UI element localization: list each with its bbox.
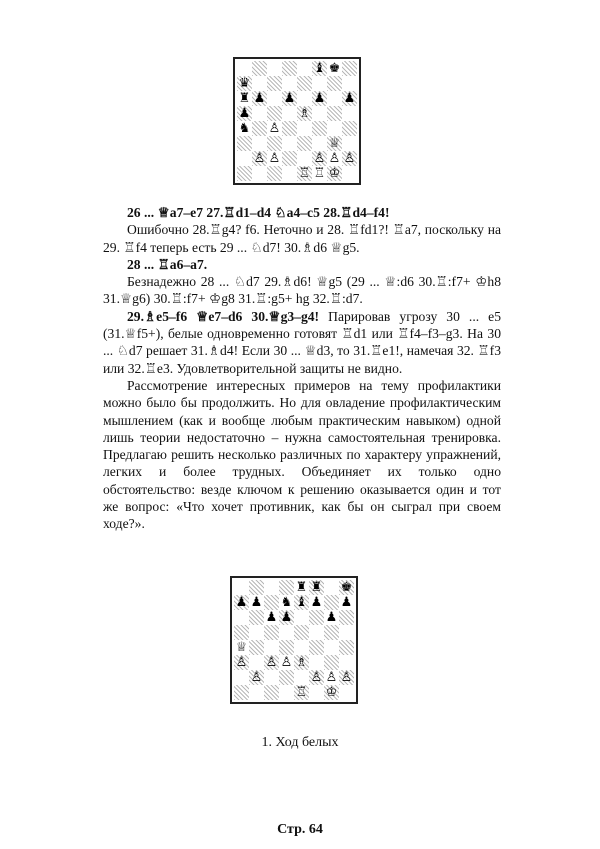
chess-piece-g2: ♙ [325,670,338,685]
chess-piece-d7: ♞ [280,595,293,610]
dark-square [282,121,297,136]
chess-piece-c2: ♙ [268,151,281,166]
chess-piece-a7: ♟ [235,595,248,610]
chess-piece-f2: ♙ [313,151,326,166]
dark-square [249,640,264,655]
chess-piece-b6: ♟ [253,91,266,106]
chess-piece-c4: ♙ [268,121,281,136]
move-line-26 [103,204,501,221]
dark-square [294,625,309,640]
commentary-text [103,204,501,533]
dark-square [264,685,279,700]
light-square [282,136,297,151]
chess-piece-h2: ♙ [340,670,353,685]
light-square [294,640,309,655]
light-square [324,640,339,655]
chess-piece-a4: ♕ [235,640,248,655]
light-square [312,136,327,151]
chess-piece-g3: ♕ [328,136,341,151]
dark-square [237,136,252,151]
chess-piece-g1: ♔ [325,685,338,700]
light-square [327,121,342,136]
dark-square [324,655,339,670]
chess-piece-a4: ♞ [238,121,251,136]
chess-piece-a5: ♟ [238,106,251,121]
dark-square [252,121,267,136]
chess-piece-e7: ♝ [295,595,308,610]
light-square [339,625,354,640]
chess-piece-h8: ♚ [340,580,353,595]
chess-piece-b2: ♙ [250,670,263,685]
light-square [342,106,357,121]
chess-piece-d3: ♙ [280,655,293,670]
light-square [309,655,324,670]
light-square [252,76,267,91]
light-square [267,61,282,76]
chess-piece-e1: ♖ [295,685,308,700]
light-square [282,76,297,91]
dark-square [279,640,294,655]
intro-paragraph: Рассмотрение интересных примеров на тему профилактики можно было бы продолжить. Но для овладение профилактическим мышлением (как и вообще любым практическим навыком) одной лишь теории недостаточно – нужна самостоятельная тренировка. Предлагаю решить несколько различных по характеру упражнений, легких и более трудных. Объединяет их только одно обстоятельство: везде ключом к решению оказывается один и тот же вопрос: «Что хочет противник, как бы он сыграл при своем ходе?». [103,377,501,532]
light-square [324,580,339,595]
move-bold: 28 ... ♖a6–a7. [127,256,208,272]
dark-square [342,61,357,76]
light-square [339,655,354,670]
dark-square [297,136,312,151]
dark-square [237,166,252,181]
light-square [234,580,249,595]
light-square [282,106,297,121]
light-square [264,580,279,595]
light-square [297,91,312,106]
light-square [294,670,309,685]
light-square [264,670,279,685]
light-square [252,136,267,151]
chess-piece-e3: ♗ [295,655,308,670]
analysis-text: Парировав угрозу 30 ... e5 (31.♕f5+), белые одновременно готовят ♖d1 или ♖f4–f3–g3. На 30 ... ♘d7 решает 31.♗d4! Если 30 ... ♕d3, то 31.♖e1!, намечая 32. ♖f3 или 32.♖e3. Удовлетворительной защиты не видно. [103,308,501,376]
light-square [312,106,327,121]
chess-piece-h2: ♙ [343,151,356,166]
chess-piece-g8: ♚ [328,61,341,76]
dark-square [234,625,249,640]
dark-square [327,106,342,121]
light-square [249,685,264,700]
dark-square [252,61,267,76]
chess-piece-h6: ♟ [343,91,356,106]
move-bold: 29.♗e5–f6 ♕e7–d6 30.♕g3–g4! [127,308,320,324]
light-square [294,610,309,625]
light-square [279,685,294,700]
dark-square [267,76,282,91]
chess-piece-d6: ♟ [280,610,293,625]
chess-piece-d6: ♟ [283,91,296,106]
light-square [249,625,264,640]
dark-square [312,121,327,136]
analysis-para-3 [103,308,501,377]
page-number: Стр. 64 [277,822,323,837]
dark-square [249,610,264,625]
chess-piece-f8: ♝ [313,61,326,76]
dark-square [249,580,264,595]
light-square [237,151,252,166]
light-square [342,166,357,181]
move-bold: 26 ... ♕a7–e7 27.♖d1–d4 ♘a4–c5 28.♖d4–f4! [127,205,390,220]
dark-square [342,121,357,136]
chess-piece-b7: ♟ [250,595,263,610]
chess-piece-e8: ♜ [295,580,308,595]
dark-square [324,625,339,640]
diagram-1-squares [237,61,357,181]
light-square [309,625,324,640]
chess-piece-a7: ♛ [238,76,251,91]
chess-piece-g2: ♙ [328,151,341,166]
light-square [237,61,252,76]
dark-square [267,136,282,151]
dark-square [339,640,354,655]
dark-square [339,610,354,625]
light-square [297,61,312,76]
dark-square [309,640,324,655]
light-square [264,640,279,655]
light-square [339,685,354,700]
chess-piece-h7: ♟ [340,595,353,610]
diagram-caption: 1. Ход белых [261,735,339,750]
dark-square [264,595,279,610]
chess-piece-g1: ♔ [328,166,341,181]
dark-square [279,670,294,685]
chess-piece-f1: ♖ [313,166,326,181]
dark-square [234,685,249,700]
light-square [282,166,297,181]
diagram-2-squares [234,580,354,700]
chess-piece-f2: ♙ [310,670,323,685]
light-square [234,610,249,625]
light-square [279,625,294,640]
light-square [267,91,282,106]
light-square [342,76,357,91]
light-square [309,685,324,700]
chess-piece-f6: ♟ [313,91,326,106]
dark-square [324,595,339,610]
light-square [252,166,267,181]
dark-square [282,151,297,166]
chess-piece-e5: ♗ [298,106,311,121]
dark-square [309,610,324,625]
dark-square [267,106,282,121]
dark-square [267,166,282,181]
light-square [252,106,267,121]
light-square [327,91,342,106]
chess-diagram-2 [230,576,358,704]
move-line-28 [103,256,501,273]
chess-piece-f7: ♟ [310,595,323,610]
analysis-para-2: Безнадежно 28 ... ♘d7 29.♗d6! ♕g5 (29 ... ♕:d6 30.♖:f7+ ♔h8 31.♕g6) 30.♖:f7+ ♔g8 31.♖:g5+ hg 32.♖:d7. [103,274,501,307]
chess-piece-a6: ♜ [238,91,251,106]
light-square [249,655,264,670]
chess-piece-c3: ♙ [265,655,278,670]
chess-piece-e1: ♖ [298,166,311,181]
analysis-para-1: Ошибочно 28.♖g4? f6. Неточно и 28. ♖fd1?! ♖a7, поскольку на 29. ♖f4 теперь есть 29 ... ♘d7! 30.♗d6 ♕g5. [103,222,501,255]
light-square [342,136,357,151]
light-square [297,121,312,136]
chess-piece-b2: ♙ [253,151,266,166]
dark-square [279,580,294,595]
light-square [297,151,312,166]
chess-piece-a3: ♙ [235,655,248,670]
chess-piece-f8: ♜ [310,580,323,595]
chess-piece-c6: ♟ [265,610,278,625]
chess-piece-g6: ♟ [325,610,338,625]
light-square [234,670,249,685]
dark-square [282,61,297,76]
dark-square [297,76,312,91]
chess-diagram-1 [233,57,361,185]
dark-square [327,76,342,91]
light-square [312,76,327,91]
dark-square [264,625,279,640]
